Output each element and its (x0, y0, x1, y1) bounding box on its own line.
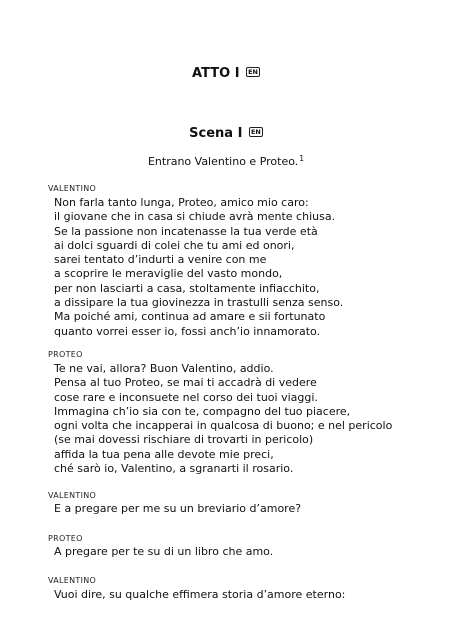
verse-line: E a pregare per me su un breviario d’amore? (54, 502, 302, 515)
verse-line: a scoprire le meraviglie del vasto mondo, (54, 267, 283, 281)
scene-heading (0, 126, 452, 143)
act-english-link[interactable]: EN (248, 68, 258, 76)
speaker-name: VALENTINO (48, 184, 97, 193)
scene-english-link[interactable]: EN (250, 128, 261, 136)
speech-verses (54, 545, 273, 559)
footnote-marker[interactable]: 1 (299, 154, 305, 163)
verse-line: (se mai dovessi rischiare di trovarti in pericolo) (54, 433, 314, 447)
speaker-name: VALENTINO (48, 576, 97, 585)
verse-line: Se la passione non incatenasse la tua verde età (54, 224, 318, 238)
verse-line: il giovane che in casa si chiude avrà mente chiusa. (54, 210, 336, 224)
speech-verses (54, 502, 301, 516)
verse-line: Ma poiché ami, continua ad amare e sii fortunato (54, 310, 326, 324)
act-title: ATTO I (192, 66, 240, 81)
verse-line: Te ne vai, allora? Buon Valentino, addio. (54, 362, 274, 375)
stage-direction (0, 152, 452, 169)
verse-line: cose rare e inconsuete nel corso dei tuoi viaggi. (54, 390, 318, 404)
speech-verses (54, 196, 343, 339)
verse-line: Non farla tanto lunga, Proteo, amico mio caro: (54, 196, 309, 209)
verse-line: per non lasciarti a casa, stoltamente infiacchito, (54, 281, 320, 295)
speaker-name: PROTEO (48, 534, 83, 543)
verse-line: affida la tua pena alle devote mie preci, (54, 447, 274, 461)
speech-verses (54, 362, 392, 476)
stage-direction-text: Entrano Valentino e Proteo. (147, 155, 299, 168)
speaker-name: PROTEO (48, 350, 83, 359)
scene-title: Scena I (189, 126, 243, 141)
verse-line: ai dolci sguardi di colei che tu ami ed onori, (54, 238, 295, 252)
verse-line: a dissipare la tua giovinezza in trastulli senza senso. (54, 296, 344, 310)
verse-line: A pregare per te su di un libro che amo. (54, 545, 274, 558)
verse-line: quanto vorrei esser io, fossi anch’io innamorato. (54, 324, 321, 338)
verse-line: ogni volta che incapperai in qualcosa di buono; e nel pericolo (54, 419, 393, 433)
verse-line: ché sarò io, Valentino, a sgranarti il rosario. (54, 462, 294, 476)
verse-line: Pensa al tuo Proteo, se mai ti accadrà di vedere (54, 376, 317, 390)
speech-verses (54, 588, 345, 602)
act-heading (0, 66, 452, 83)
verse-line: sarei tentato d’indurti a venire con me (54, 253, 267, 267)
verse-line: Vuoi dire, su qualche effimera storia d’amore eterno: (54, 588, 346, 601)
verse-line: Immagina ch’io sia con te, compagno del tuo piacere, (54, 404, 351, 418)
speaker-name: VALENTINO (48, 491, 97, 500)
